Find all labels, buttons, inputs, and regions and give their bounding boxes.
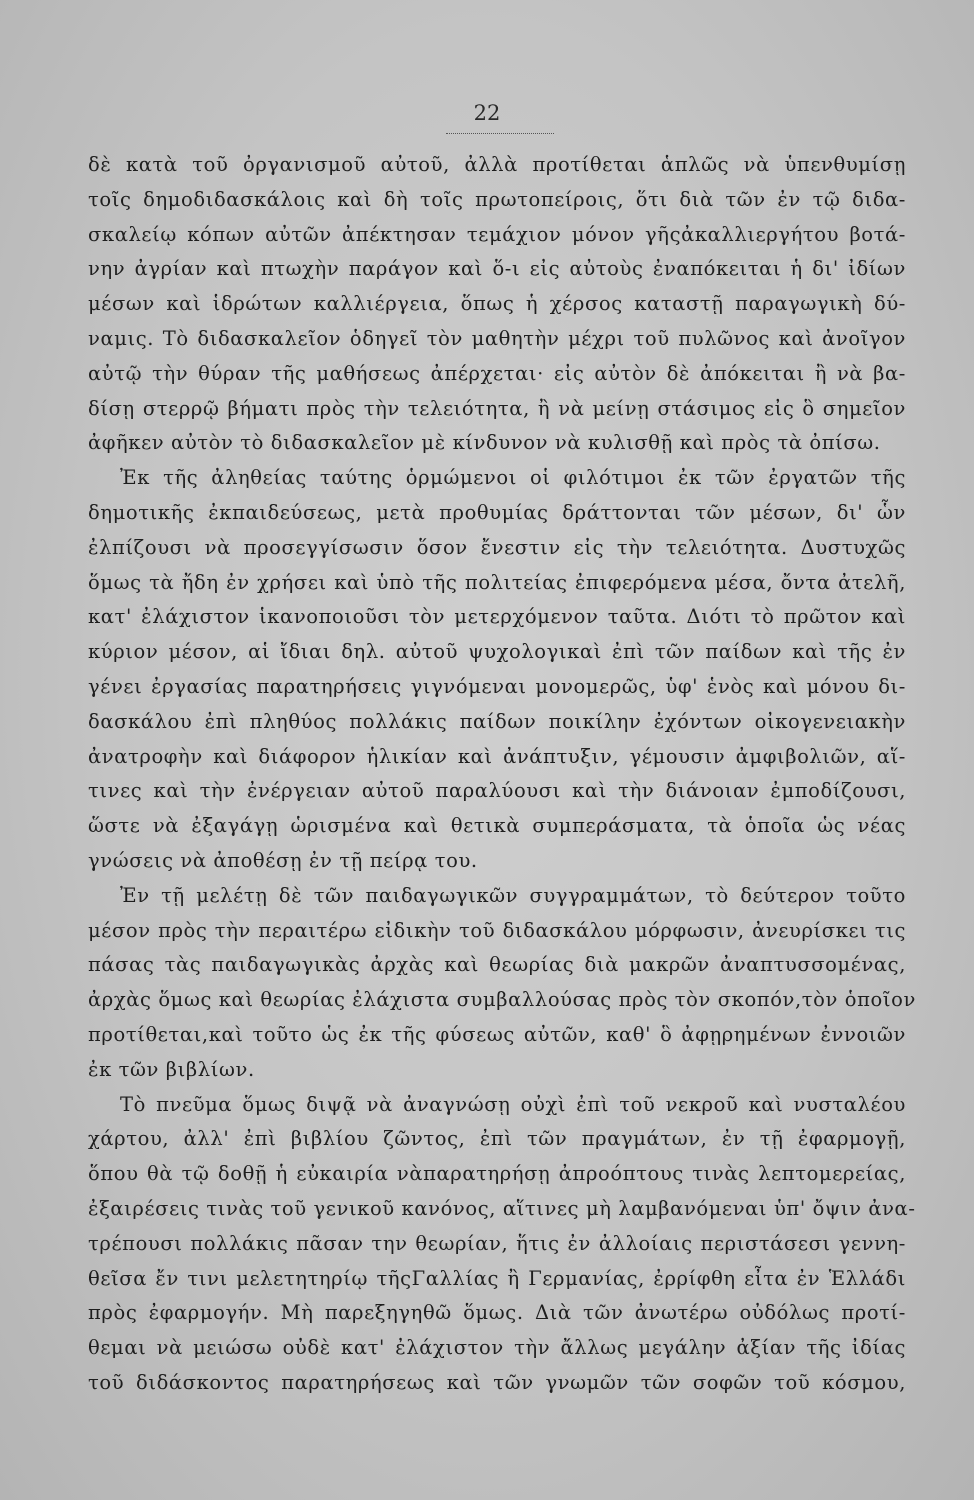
text-line: Τὸ πνεῦμα ὅμως διψᾷ νὰ ἀναγνώσῃ οὐχὶ ἐπὶ τοῦ νεκροῦ καὶ νυσταλέου — [120, 1092, 906, 1116]
text-line: θεμαι νὰ μειώσω οὐδὲ κατ' ἐλάχιστον τὴν ἄλλως μεγάλην ἀξίαν τῆς ἰδίας — [88, 1336, 906, 1360]
text-line: ἐκ τῶν βιβλίων. — [88, 1057, 255, 1081]
text-line: αὐτῷ τὴν θύραν τῆς μαθήσεως ἀπέρχεται· εἰς αὐτὸν δὲ ἀπόκειται ἢ νὰ βα- — [88, 361, 906, 385]
text-line: ἀρχὰς ὅμως καὶ θεωρίας ἐλάχιστα συμβαλλούσας πρὸς τὸν σκοπόν,τὸν ὁποῖον — [88, 988, 916, 1012]
text-line: τοῖς δημοδιδασκάλοις καὶ δὴ τοῖς πρωτοπείροις, ὅτι διὰ τῶν ἐν τῷ διδα- — [88, 187, 906, 211]
text-line: ἀφῆκεν αὐτὸν τὸ διδασκαλεῖον μὲ κίνδυνον νὰ κυλισθῇ καὶ πρὸς τὰ ὀπίσω. — [88, 431, 881, 455]
text-line: ὅπου θὰ τῷ δοθῇ ἡ εὐκαιρία νὰπαρατηρήσῃ ἀπροόπτους τινὰς λεπτομερείας, — [88, 1162, 906, 1186]
text-line: δὲ κατὰ τοῦ ὀργανισμοῦ αὐτοῦ, ἀλλὰ προτίθεται ἁπλῶς νὰ ὑπενθυμίσῃ — [88, 153, 906, 176]
text-line: ὅμως τὰ ἤδη ἐν χρήσει καὶ ὑπὸ τῆς πολιτείας ἐπιφερόμενα μέσα, ὄντα ἀτελῆ, — [88, 570, 906, 594]
text-line: σκαλείῳ κόπων αὐτῶν ἀπέκτησαν τεμάχιον μόνον γῆςἀκαλλιεργήτου βοτά- — [88, 222, 906, 246]
text-line: ἐξαιρέσεις τινὰς τοῦ γενικοῦ κανόνος, αἵτινες μὴ λαμβανόμεναι ὑπ' ὄψιν ἀνα- — [88, 1196, 916, 1220]
text-line: τινες καὶ τὴν ἐνέργειαν αὐτοῦ παραλύουσι καὶ τὴν διάνοιαν ἐμποδίζουσι, — [88, 779, 906, 803]
text-line: νην ἀγρίαν καὶ πτωχὴν παράγον καὶ ὅ-ι εἰς αὐτοὺς ἐναπόκειται ἡ δι' ἰδίων — [88, 257, 906, 281]
text-line: μέσον πρὸς τὴν περαιτέρω εἰδικὴν τοῦ διδασκάλου μόρφωσιν, ἀνευρίσκει τις — [88, 918, 906, 942]
text-line: δημοτικῆς ἐκπαιδεύσεως, μετὰ προθυμίας δράττονται τῶν μέσων, δι' ὧν — [88, 500, 906, 524]
text-line: πάσας τὰς παιδαγωγικὰς ἀρχὰς καὶ θεωρίας διὰ μακρῶν ἀναπτυσσομένας, — [88, 953, 906, 977]
text-line: δασκάλου ἐπὶ πληθύος πολλάκις παίδων ποικίλην ἐχόντων οἰκογενειακὴν — [88, 709, 906, 733]
text-line: ἀνατροφὴν καὶ διάφορον ἡλικίαν καὶ ἀνάπτυξιν, γέμουσιν ἀμφιβολιῶν, αἵ- — [88, 744, 906, 768]
body-text — [88, 148, 916, 1401]
text-line: κατ' ἐλάχιστον ἱκανοποιοῦσι τὸν μετερχόμενον ταῦτα. Διότι τὸ πρῶτον καὶ — [88, 605, 906, 629]
text-line: τοῦ διδάσκοντος παρατηρήσεως καὶ τῶν γνωμῶν τῶν σοφῶν τοῦ κόσμου, — [88, 1370, 906, 1394]
text-line: προτίθεται,καὶ τοῦτο ὡς ἐκ τῆς φύσεως αὐτῶν, καθ' ὃ ἀφῃρημένων ἐννοιῶν — [88, 1022, 906, 1046]
text-line: ναμις. Τὸ διδασκαλεῖον ὁδηγεῖ τὸν μαθητὴν μέχρι τοῦ πυλῶνος καὶ ἀνοῖγον — [88, 326, 906, 350]
text-line: πρὸς ἐφαρμογήν. Μὴ παρεξηγηθῶ ὅμως. Διὰ τῶν ἀνωτέρω οὐδόλως προτί- — [88, 1301, 906, 1325]
text-line: τρέπουσι πολλάκις πᾶσαν την θεωρίαν, ἥτις ἐν ἀλλοίαις περιστάσεσι γεννη- — [88, 1231, 906, 1255]
text-line: μέσων καὶ ἱδρώτων καλλιέργεια, ὅπως ἡ χέρσος καταστῇ παραγωγικὴ δύ- — [88, 292, 906, 316]
header-rule — [446, 133, 554, 134]
text-line: Ἐν τῇ μελέτῃ δὲ τῶν παιδαγωγικῶν συγγραμμάτων, τὸ δεύτερον τοῦτο — [120, 883, 906, 907]
text-line: ὥστε νὰ ἐξαγάγῃ ὡρισμένα καὶ θετικὰ συμπεράσματα, τὰ ὁποῖα ὡς νέας — [88, 814, 906, 838]
text-line: γνώσεις νὰ ἀποθέσῃ ἐν τῇ πείρᾳ του. — [88, 848, 478, 872]
text-line: χάρτου, ἀλλ' ἐπὶ βιβλίου ζῶντος, ἐπὶ τῶν πραγμάτων, ἐν τῇ ἐφαρμογῇ, — [88, 1127, 906, 1151]
text-line: κύριον μέσον, αἱ ἴδιαι δηλ. αὐτοῦ ψυχολογικαὶ ἐπὶ τῶν παίδων καὶ τῆς ἐν — [88, 640, 906, 664]
text-line: γένει ἐργασίας παρατηρήσεις γιγνόμεναι μονομερῶς, ὑφ' ἑνὸς καὶ μόνου δι- — [88, 674, 906, 698]
text-line: Ἐκ τῆς ἀληθείας ταύτης ὁρμώμενοι οἱ φιλότιμοι ἐκ τῶν ἐργατῶν τῆς — [120, 466, 906, 490]
text-line: δίσῃ στερρῷ βήματι πρὸς τὴν τελειότητα, ἢ νὰ μείνῃ στάσιμος εἰς ὃ σημεῖον — [88, 396, 906, 420]
text-line: θεῖσα ἔν τινι μελετητηρίῳ τῆςΓαλλίας ἢ Γερμανίας, ἐρρίφθη εἶτα ἐν Ἑλλάδι — [88, 1266, 906, 1290]
text-line: ἐλπίζουσι νὰ προσεγγίσωσιν ὅσον ἔνεστιν εἰς τὴν τελειότητα. Δυστυχῶς — [88, 535, 906, 559]
page-number: 22 — [473, 101, 501, 125]
